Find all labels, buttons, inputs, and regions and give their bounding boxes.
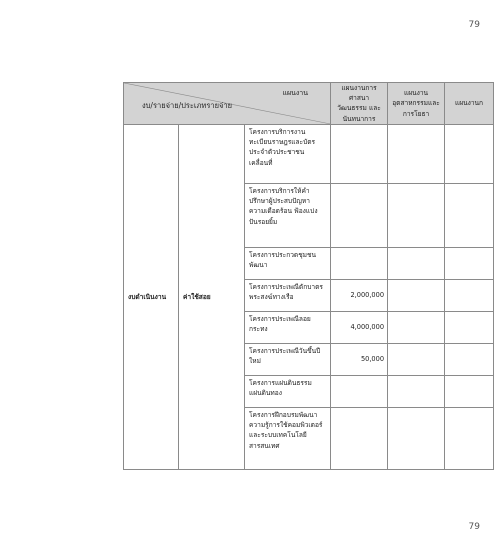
project-cell: โครงการประเพณีตักบาตรพระสงฆ์ทางเรือ [245,279,331,311]
religion-amount-cell [331,124,388,183]
project-cell: โครงการบริการให้คำปรึกษาผู้ประสบปัญหาความเดือดร้อน ฟ้องแบ่งปันรอยยิ้ม [245,183,331,247]
page-number-bottom: 79 [468,522,480,532]
project-cell: โครงการประเพณีวันขึ้นปีใหม่ [245,343,331,375]
header-diagonal-cell [124,83,331,125]
agriculture-amount-cell [445,279,494,311]
header-religion-plan: แผนงานการศาสนา วัฒนธรรม และนันทนาการ [331,83,388,125]
agriculture-amount-cell [445,407,494,469]
agriculture-amount-cell [445,247,494,279]
budget-group-cell: งบดำเนินงาน [124,124,179,469]
project-cell: โครงการประเพณีลอยกระทง [245,311,331,343]
header-agriculture-plan: แผนงานก [445,83,494,125]
religion-amount-cell: 50,000 [331,343,388,375]
project-cell: โครงการแผ่นดินธรรมแผ่นดินทอง [245,375,331,407]
industry-amount-cell [388,343,445,375]
agriculture-amount-cell [445,183,494,247]
header-category-label: งบ/รายจ่าย/ประเภทรายจ่าย [142,101,233,111]
religion-amount-cell [331,375,388,407]
religion-amount-cell [331,183,388,247]
header-plan-label: แผนงาน [282,89,309,97]
project-cell: โครงการบริการงานทะเบียนราษฎรและบัตรประจำตัวประชาชนเคลื่อนที่ [245,124,331,183]
industry-amount-cell [388,311,445,343]
religion-amount-cell: 4,000,000 [331,311,388,343]
budget-table [123,82,494,470]
industry-amount-cell [388,247,445,279]
industry-amount-cell [388,183,445,247]
agriculture-amount-cell [445,311,494,343]
religion-amount-cell: 2,000,000 [331,279,388,311]
table-row [124,124,494,183]
religion-amount-cell [331,407,388,469]
header-industry-plan: แผนงาน อุตสาหกรรมและการโยธา [388,83,445,125]
table-header-row [124,83,494,125]
expense-type-cell: ค่าใช้สอย [179,124,245,469]
industry-amount-cell [388,279,445,311]
project-cell: โครงการฝึกอบรมพัฒนาความรู้การใช้คอมพิวเตอร์และระบบเทคโนโลยีสารสนเทศ [245,407,331,469]
agriculture-amount-cell [445,343,494,375]
religion-amount-cell [331,247,388,279]
agriculture-amount-cell [445,124,494,183]
agriculture-amount-cell [445,375,494,407]
industry-amount-cell [388,407,445,469]
page-number-top: 79 [468,20,480,30]
industry-amount-cell [388,375,445,407]
industry-amount-cell [388,124,445,183]
budget-table-container [123,82,484,472]
project-cell: โครงการประกวดชุมชนพัฒนา [245,247,331,279]
